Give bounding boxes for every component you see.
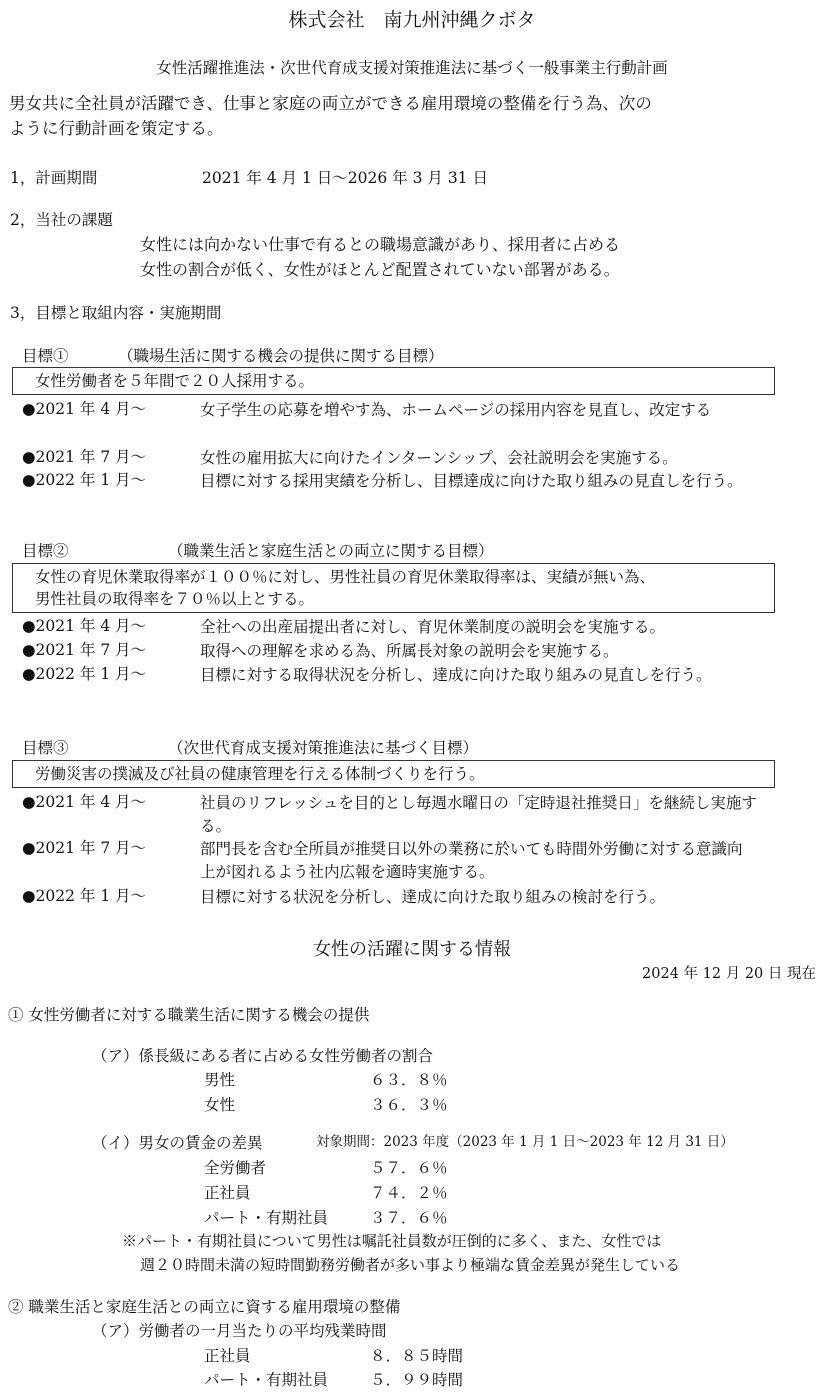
goal-3-category: （次世代育成支援対策推進法に基づく目標） xyxy=(168,739,479,757)
stat-label: 全労働者 xyxy=(204,1159,267,1177)
item-description: 目標に対する採用実績を分析し、目標達成に向けた取り組みの見直しを行う。 xyxy=(200,472,743,490)
intro-line-2: ように行動計画を策定する。 xyxy=(9,119,224,138)
section-2a-heading: （ア）労働者の一月当たりの平均残業時間 xyxy=(92,1322,387,1340)
company-name: 株式会社 南九州沖縄クボタ xyxy=(288,9,536,31)
plan-period-value: 2021 年 4 月 1 日～2026 年 3 月 31 日 xyxy=(202,169,488,187)
wage-gap-note-1: ※パート・有期社員について男性は嘱託社員数が圧倒的に多く、また、女性では xyxy=(122,1232,662,1250)
goal-2-category: （職業生活と家庭生活との両立に関する目標） xyxy=(168,542,494,560)
item-description: 女性の雇用拡大に向けたインターンシップ、会社説明会を実施する。 xyxy=(200,449,678,467)
item-date: ●2021 年 4 月～ xyxy=(22,400,147,418)
plan-period-label: 1，計画期間 xyxy=(10,169,98,187)
document-subtitle: 女性活躍推進法・次世代育成支援対策推進法に基づく一般事業主行動計画 xyxy=(156,59,668,77)
info-title: 女性の活躍に関する情報 xyxy=(313,939,511,960)
stat-value: ５．９９時間 xyxy=(370,1371,464,1389)
issues-line-1: 女性には向かない仕事で有るとの職場意識があり、採用者に占める xyxy=(140,235,621,254)
stat-value: ６３．８％ xyxy=(370,1071,448,1089)
stat-label: 女性 xyxy=(204,1096,236,1114)
item-date: ●2021 年 4 月～ xyxy=(22,793,147,811)
item-date: ●2021 年 7 月～ xyxy=(22,641,147,659)
stat-label: パート・有期社員 xyxy=(204,1209,329,1227)
item-description: 取得への理解を求める為、所属長対象の説明会を実施する。 xyxy=(200,642,619,660)
item-date: ●2022 年 1 月～ xyxy=(22,471,147,489)
section-1b-period: 対象期間：2023 年度（2023 年 1 月 1 日～2023 年 12 月 31 日） xyxy=(316,1134,734,1150)
stat-label: 正社員 xyxy=(204,1347,251,1365)
section-1-heading: ① 女性労働者に対する職業生活に関する機会の提供 xyxy=(8,1006,370,1024)
goal-1-label: 目標① xyxy=(22,347,69,365)
goal-2-box-line-1: 女性の育児休業取得率が１００％に対し、男性社員の育児休業取得率は、実績が無い為、 xyxy=(35,568,656,586)
stat-value: ５７．６％ xyxy=(370,1159,448,1177)
stat-value: ３６．３％ xyxy=(370,1096,448,1114)
wage-gap-note-2: 週２０時間未満の短時間勤務労働者が多い事より極端な賃金差異が発生している xyxy=(140,1256,681,1274)
item-date: ●2021 年 7 月～ xyxy=(22,448,147,466)
item-description: 女子学生の応募を増やす為、ホームページの採用内容を見直し、改定する xyxy=(200,401,712,419)
info-as-of-date: 2024 年 12 月 20 日 現在 xyxy=(642,966,816,982)
stat-value: ７４．２％ xyxy=(370,1184,448,1202)
goal-3-box xyxy=(12,760,775,788)
stat-value: ８．８５時間 xyxy=(370,1347,464,1365)
stat-label: パート・有期社員 xyxy=(204,1371,329,1389)
item-date: ●2021 年 4 月～ xyxy=(22,617,147,635)
goal-3-box-text: 労働災害の撲滅及び社員の健康管理を行える体制づくりを行う。 xyxy=(35,765,485,783)
goal-1-box xyxy=(12,367,775,395)
item-date: ●2022 年 1 月～ xyxy=(22,665,147,683)
item-date: ●2022 年 1 月～ xyxy=(22,887,147,905)
goals-heading: 3，目標と取組内容・実施期間 xyxy=(10,304,222,322)
section-1a-heading: （ア）係長級にある者に占める女性労働者の割合 xyxy=(92,1047,434,1065)
item-description: 全社への出産届提出者に対し、育児休業制度の説明会を実施する。 xyxy=(200,618,666,636)
item-description: 社員のリフレッシュを目的とし毎週水曜日の「定時退社推奨日」を継続し実施する。 xyxy=(200,794,757,835)
goal-3-label: 目標③ xyxy=(22,739,69,757)
section-1b-heading: （イ）男女の賃金の差異 xyxy=(92,1134,263,1152)
issues-line-2: 女性の割合が低く、女性がほとんど配置されていない部署がある。 xyxy=(140,260,620,279)
stat-label: 正社員 xyxy=(204,1184,251,1202)
goal-1-category: （職場生活に関する機会の提供に関する目標） xyxy=(118,347,444,365)
section-2-heading: ② 職業生活と家庭生活との両立に資する雇用環境の整備 xyxy=(8,1298,401,1316)
item-date: ●2021 年 7 月～ xyxy=(22,839,147,857)
issues-label: 2，当社の課題 xyxy=(10,211,113,229)
item-description: 部門長を含む全所員が推奨日以外の業務に於いても時間外労働に対する意識向上が図れるよう社内広報を適時実施する。 xyxy=(200,840,743,881)
goal-2-box-line-2: 男性社員の取得率を７０％以上とする。 xyxy=(35,590,315,608)
goal-1-box-text: 女性労働者を５年間で２０人採用する。 xyxy=(35,372,315,390)
item-description: 目標に対する取得状況を分析し、達成に向けた取り組みの見直しを行う。 xyxy=(200,666,712,684)
goal-2-box xyxy=(12,563,775,613)
intro-line-1: 男女共に全社員が活躍でき、仕事と家庭の両立ができる雇用環境の整備を行う為、次の xyxy=(9,94,652,113)
goal-2-label: 目標② xyxy=(22,542,69,560)
item-description: 目標に対する状況を分析し、達成に向けた取り組みの検討を行う。 xyxy=(200,888,666,906)
stat-value: ３７．６％ xyxy=(370,1209,448,1227)
stat-label: 男性 xyxy=(204,1071,236,1089)
